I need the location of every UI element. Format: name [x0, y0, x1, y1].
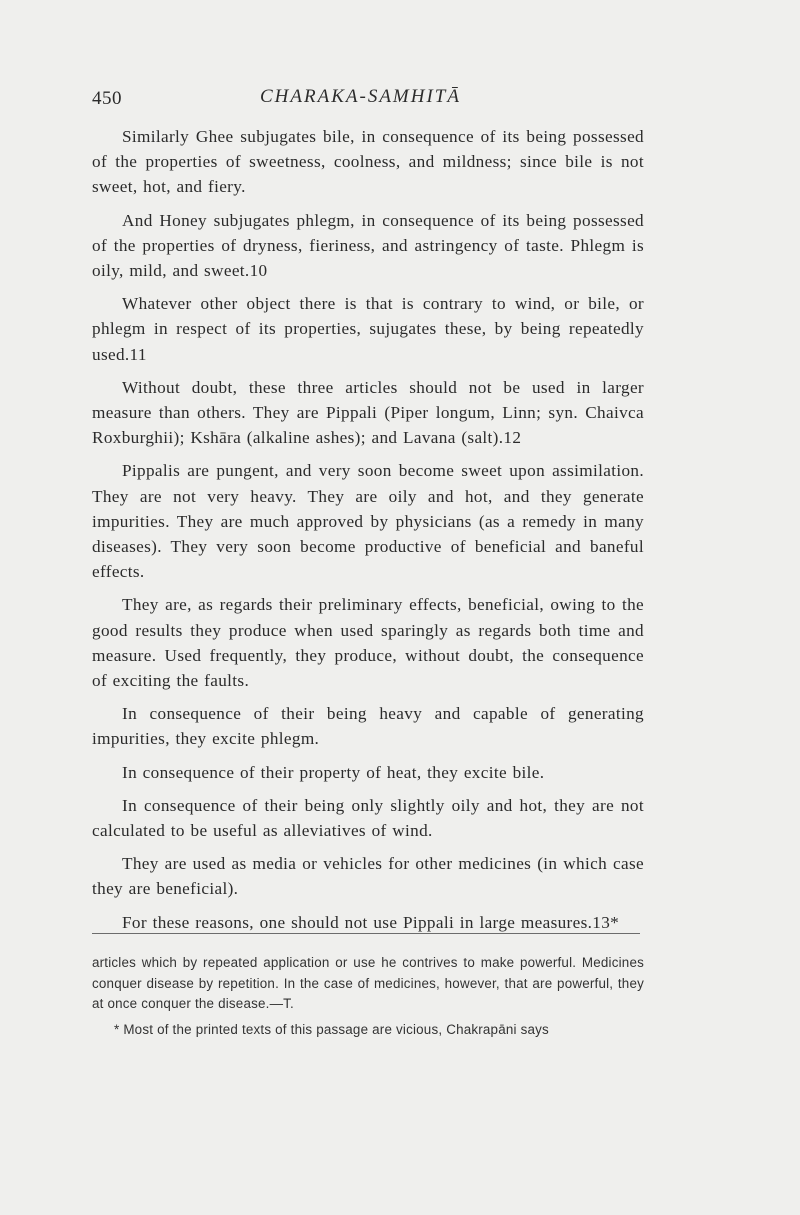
- paragraph: Whatever other object there is that is contrary to wind, or bile, or phlegm in respect of its properties, sujugates these, by being repeatedly used.11: [92, 294, 644, 364]
- footnote: * Most of the printed texts of this passage are vicious, Chakrapāni says: [114, 1021, 549, 1037]
- running-head: CHARAKA-SAMHITĀ: [260, 86, 461, 107]
- footnotes: [92, 953, 644, 1045]
- paragraph: Similarly Ghee subjugates bile, in consequence of its being possessed of the properties of sweetness, coolness, and mildness; since bile is not sweet, hot, and fiery.: [92, 127, 644, 197]
- paragraph: In consequence of their being only slightly oily and hot, they are not calculated to be useful as alleviatives of wind.: [92, 795, 644, 841]
- main-text: [92, 124, 644, 943]
- paragraph: Without doubt, these three articles should not be used in larger measure than others. They are Pippali (Piper longum, Linn; syn. Chaivca Roxburghii); Kshāra (alkaline ashes); and Lavana (salt).12: [92, 377, 644, 448]
- paragraph: In consequence of their being heavy and capable of generating impurities, they excite phlegm.: [92, 704, 644, 749]
- paragraph: They are used as media or vehicles for other medicines (in which case they are beneficial).: [92, 854, 644, 899]
- paragraph: For these reasons, one should not use Pippali in large measures.13*: [122, 912, 620, 932]
- footnote-divider: [92, 933, 640, 934]
- paragraph: In consequence of their property of heat, they excite bile.: [122, 762, 545, 782]
- paragraph: And Honey subjugates phlegm, in consequence of its being possessed of the properties of dryness, fieriness, and astringency of taste. Phlegm is oily, mild, and sweet.10: [92, 210, 644, 281]
- page-number: 450: [92, 88, 122, 109]
- paragraph: They are, as regards their preliminary effects, beneficial, owing to the good results they produce when used sparingly as regards both time and measure. Used frequently, they produce, without doubt, the consequence of exciting the faults.: [92, 595, 644, 691]
- paragraph: Pippalis are pungent, and very soon become sweet upon assimilation. They are not very heavy. They are oily and hot, and they generate impurities. They are much approved by physicians (as a remedy in many diseases). They very soon become productive of beneficial and baneful effects.: [92, 461, 644, 582]
- page-header: [92, 86, 692, 112]
- footnote: articles which by repeated application or use he contrives to make powerful. Medicines conquer disease by repetition. In the case of medicines, however, that are powerful, they at once conquer the disease.—T.: [92, 955, 644, 1011]
